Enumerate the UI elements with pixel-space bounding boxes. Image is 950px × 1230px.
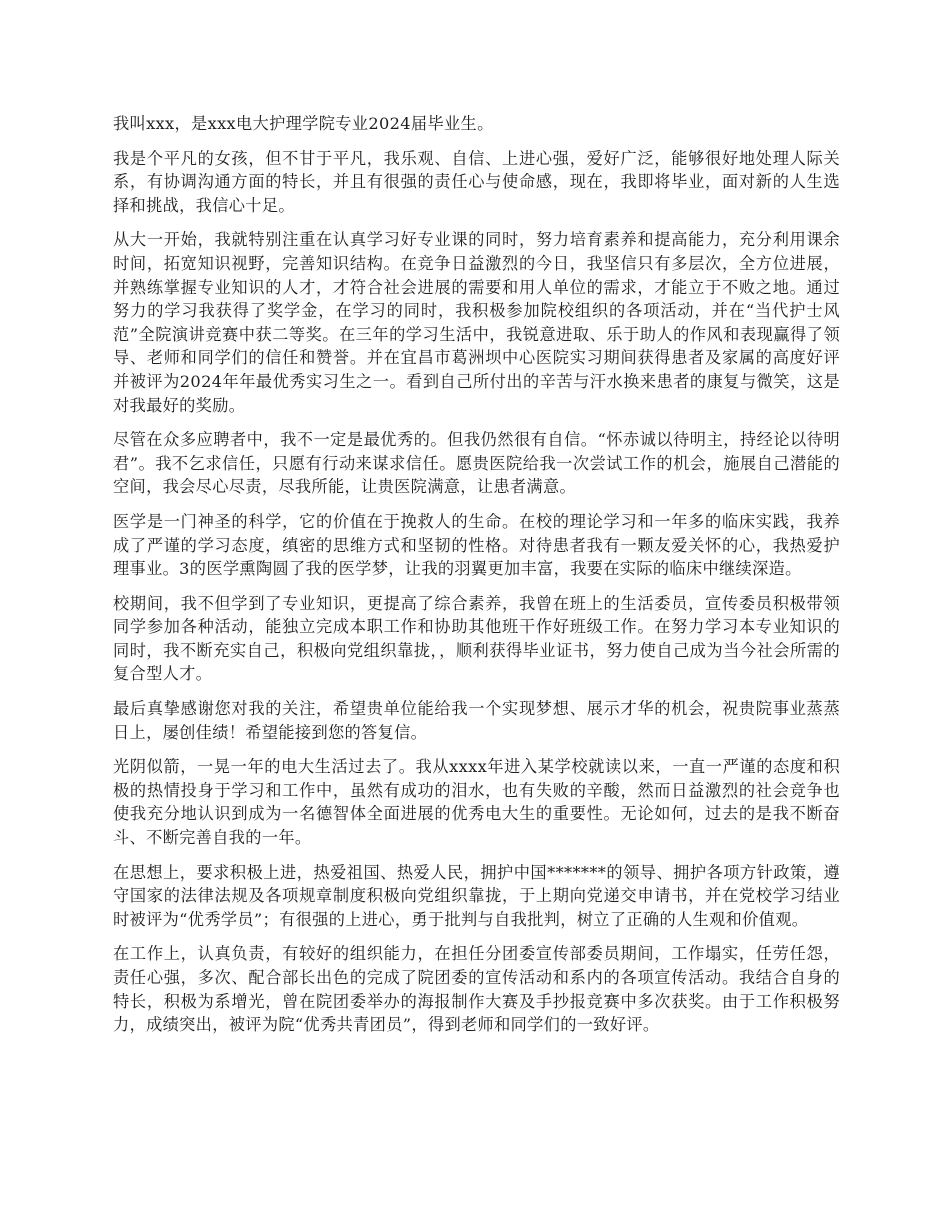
paragraph-closing-thanks: 最后真挚感谢您对我的关注，希望贵单位能给我一个实现梦想、展示才华的机会，祝贵院事业蒸蒸日上，屡创佳绩！希望能接到您的答复信。 <box>113 699 840 742</box>
paragraph-work: 在工作上，认真负责，有较好的组织能力，在担任分团委宣传部委员期间，工作塌实，任劳任怨，责任心强，多次、配合部长出色的完成了院团委的宣传活动和系内的各项宣传活动。我结合自身的特长，积极为系增光，曾在院团委举办的海报制作大赛及手抄报竞赛中多次获奖。由于工作积极努力，成绩突出，被评为院“优秀共青团员”，得到老师和同学们的一致好评。 <box>113 944 840 1035</box>
paragraph-study-achievements: 从大一开始，我就特别注重在认真学习好专业课的同时，努力培育素养和提高能力，充分利用课余时间，拓宽知识视野，完善知识结构。在竞争日益激烈的今日，我坚信只有多层次，全方位进展，并熟练掌握专业知识的人才，才符合社会进展的需要和用人单位的需求，才能立于不败之地。通过努力的学习我获得了奖学金，在学习的同时，我积极参加院校组织的各项活动，并在“当代护士风范”全院演讲竞赛中获二等奖。在三年的学习生活中，我锐意进取、乐于助人的作风和表现赢得了领导、老师和同学们的信任和赞誉。并在宜昌市葛洲坝中心医院实习期间获得患者及家属的高度好评并被评为2024年年最优秀实习生之一。看到自己所付出的辛苦与汗水换来患者的康复与微笑，这是对我最好的奖励。 <box>113 230 840 415</box>
paragraph-ideology: 在思想上，要求积极上进，热爱祖国、热爱人民，拥护中国*******的领导、拥护各项方针政策，遵守国家的法律法规及各项规章制度积极向党组织靠拢，于上期向党递交申请书，并在党校学习结业时被评为“优秀学员”；有很强的上进心，勇于批判与自我批判，树立了正确的人生观和价值观。 <box>113 862 840 929</box>
paragraph-year-review: 光阴似箭，一晃一年的电大生活过去了。我从xxxx年进入某学校就读以来，一直一严谨的态度和积极的热情投身于学习和工作中，虽然有成功的泪水，也有失败的辛酸，然而日益激烈的社会竞争也使我充分地认识到成为一名德智体全面进展的优秀电大生的重要性。无论如何，过去的是我不断奋斗、不断完善自我的一年。 <box>113 757 840 848</box>
paragraph-medicine: 医学是一门神圣的科学，它的价值在于挽救人的生命。在校的理论学习和一年多的临床实践，我养成了严谨的学习态度，缜密的思维方式和坚韧的性格。对待患者我有一颗友爱关怀的心，我热爱护理事业。3的医学熏陶圆了我的医学梦，让我的羽翼更加丰富，我要在实际的临床中继续深造。 <box>113 511 840 579</box>
paragraph-personality: 我是个平凡的女孩，但不甘于平凡，我乐观、自信、上进心强，爱好广泛，能够很好地处理人际关系，有协调沟通方面的特长，并且有很强的责任心与使命感，现在，我即将毕业，面对新的人生选择和挑战，我信心十足。 <box>113 148 840 215</box>
paragraph-school-period: 校期间，我不但学到了专业知识，更提高了综合素养，我曾在班上的生活委员，宣传委员积极带领同学参加各种活动，能独立完成本职工作和协助其他班干作好班级工作。在努力学习本专业知识的同时，我不断充实自己，积极向党组织靠拢，，顺利获得毕业证书，努力使自己成为当今社会所需的复合型人才。 <box>113 593 840 684</box>
paragraph-intro: 我叫xxx，是xxx电大护理学院专业2024届毕业生。 <box>113 114 494 133</box>
paragraph-confidence: 尽管在众多应聘者中，我不一定是最优秀的。但我仍然很有自信。“怀赤诚以待明主，持经论以待明君”。我不乞求信任，只愿有行动来谋求信任。愿贵医院给我一次尝试工作的机会，施展自己潜能的空间，我会尽心尽责，尽我所能，让贵医院满意，让患者满意。 <box>113 430 840 497</box>
